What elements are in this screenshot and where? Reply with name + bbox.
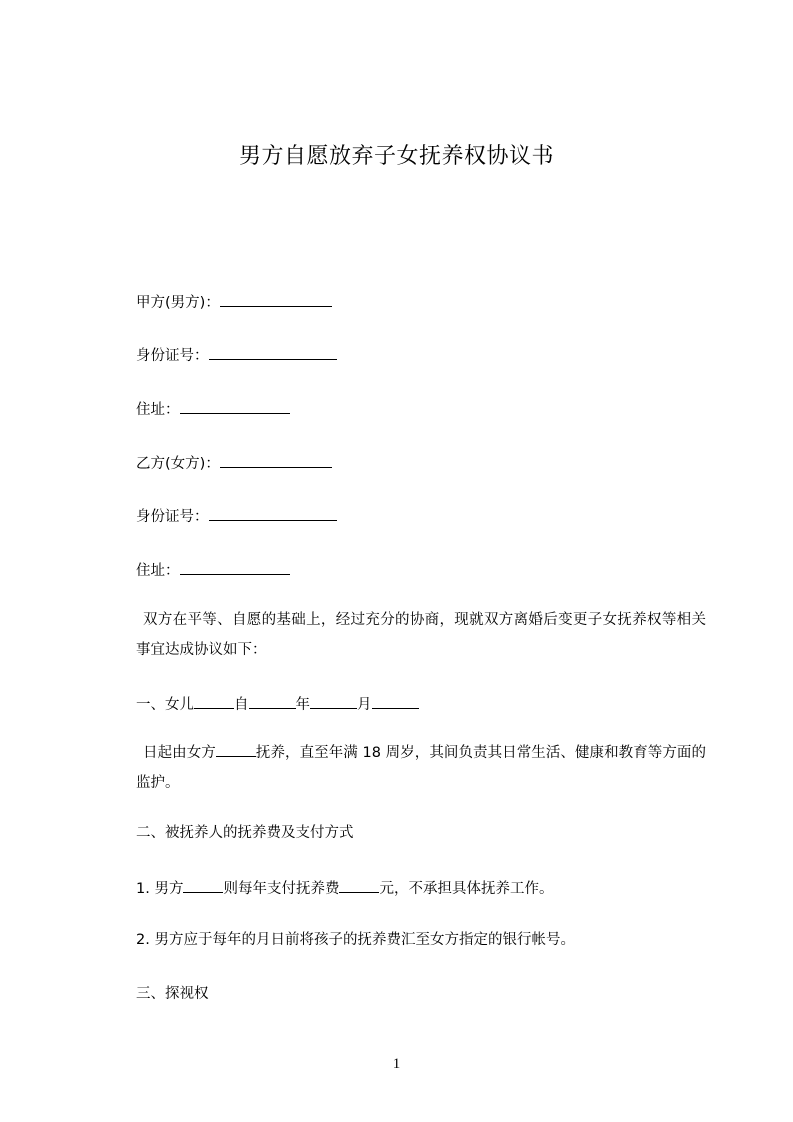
item2-line: 2. 男方应于每年的月日前将孩子的抚养费汇至女方指定的银行帐号。: [136, 932, 575, 948]
item1-end: 元，不承担具体抚养工作。: [379, 881, 554, 897]
item1-line: [136, 877, 553, 899]
section1-body-start: 日起由女方: [143, 745, 216, 761]
addr-a-blank: [180, 398, 290, 414]
party-a-label: 甲方(男方)：: [136, 295, 220, 311]
addr-b-line: [136, 559, 290, 581]
addr-a-line: [136, 398, 290, 420]
party-a-line: [136, 291, 332, 313]
section1-body-rest: 抚养，直至年满 18 周岁，其间负责其日常生活、健康和教育等方面的监护。: [136, 745, 706, 791]
section1-line: [136, 693, 419, 715]
item1-start: 1. 男方: [136, 881, 184, 897]
section1-year-blank: [249, 693, 296, 709]
item1-condition-blank: [183, 877, 223, 893]
id-b-label: 身份证号：: [136, 509, 209, 525]
party-b-label: 乙方(女方)：: [136, 456, 220, 472]
page-number: 1: [392, 1056, 401, 1072]
party-b-line: [136, 452, 332, 474]
section1-month-blank: [310, 693, 357, 709]
section1-day-blank: [372, 693, 419, 709]
item1-amount-blank: [339, 877, 379, 893]
addr-b-blank: [180, 559, 290, 575]
id-b-line: [136, 505, 337, 527]
section1-name-blank: [194, 693, 234, 709]
section1-from: 自: [234, 697, 249, 713]
section1-guardian-blank: [216, 741, 256, 757]
section1-prefix: 一、女儿: [136, 697, 194, 713]
section1-month: 月: [357, 697, 372, 713]
party-a-blank: [220, 291, 332, 307]
id-b-blank: [209, 505, 337, 521]
id-a-blank: [209, 344, 337, 360]
section1-body: [136, 738, 706, 798]
section1-year: 年: [295, 697, 310, 713]
document-title: 男方自愿放弃子女抚养权协议书: [238, 144, 554, 169]
id-a-label: 身份证号：: [136, 348, 209, 364]
section2-heading: 二、被抚养人的抚养费及支付方式: [136, 825, 354, 841]
party-b-blank: [220, 452, 332, 468]
section3-heading: 三、探视权: [136, 986, 209, 1002]
item1-middle: 则每年支付抚养费: [223, 881, 340, 897]
id-a-line: [136, 344, 337, 366]
intro-paragraph: 双方在平等、自愿的基础上，经过充分的协商，现就双方离婚后变更子女抚养权等相关事宜达成协议如下：: [136, 612, 706, 658]
addr-a-label: 住址：: [136, 402, 180, 418]
addr-b-label: 住址：: [136, 563, 180, 579]
